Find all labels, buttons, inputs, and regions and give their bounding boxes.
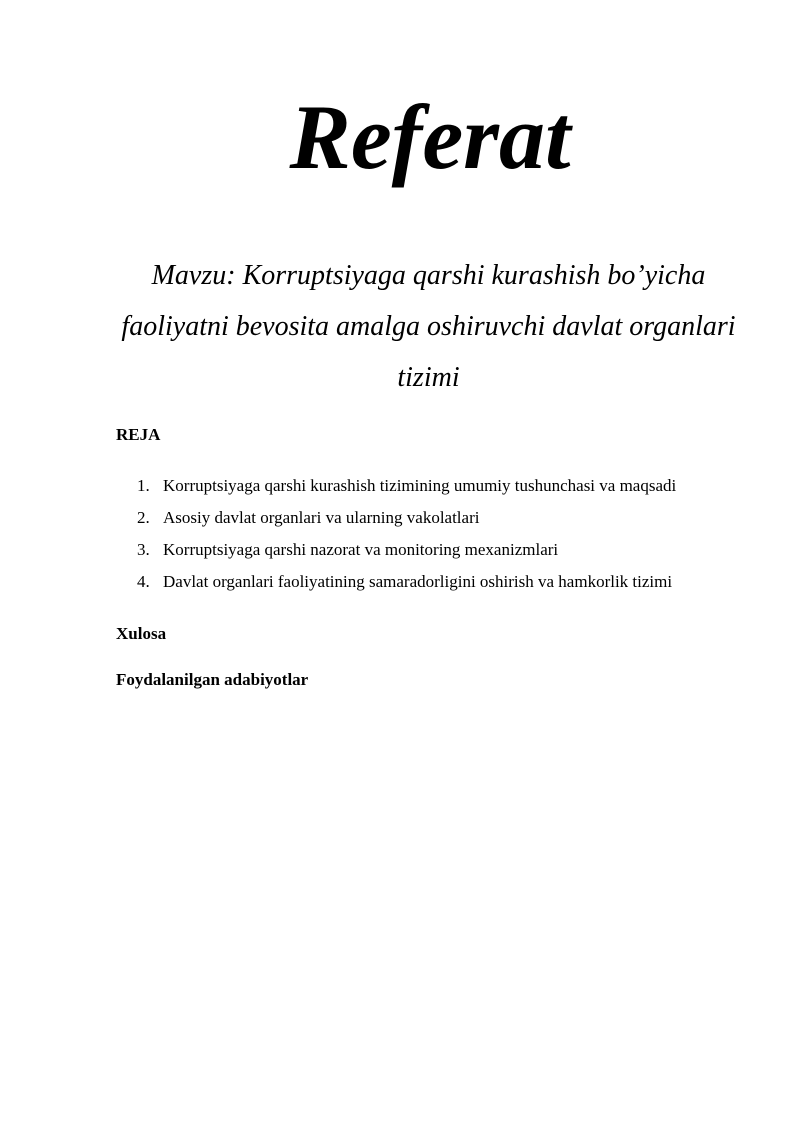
plan-item [137, 474, 676, 506]
plan-item [137, 570, 676, 602]
plan-list [137, 474, 676, 602]
document-subject: Mavzu: Korruptsiyaga qarshi kurashish bo’yicha faoliyatni bevosita amalga oshiruvchi davlat organlari tizimi [121, 260, 736, 393]
plan-item-text: Korruptsiyaga qarshi kurashish tizimining umumiy tushunchasi va maqsadi [163, 476, 677, 495]
plan-item-number: 4. [137, 572, 150, 591]
plan-item-text: Korruptsiyaga qarshi nazorat va monitoring mexanizmlari [163, 540, 559, 559]
plan-item [137, 506, 676, 538]
plan-item-number: 2. [137, 508, 150, 527]
conclusion-heading: Xulosa [116, 624, 167, 643]
plan-item [137, 538, 676, 570]
plan-heading: REJA [116, 425, 161, 444]
document-title: Referat [289, 86, 571, 188]
plan-item-number: 3. [137, 540, 150, 559]
plan-item-text: Davlat organlari faoliyatining samaradorligini oshirish va hamkorlik tizimi [163, 572, 673, 591]
references-heading: Foydalanilgan adabiyotlar [116, 670, 309, 689]
plan-item-number: 1. [137, 476, 150, 495]
plan-item-text: Asosiy davlat organlari va ularning vakolatlari [163, 508, 480, 527]
